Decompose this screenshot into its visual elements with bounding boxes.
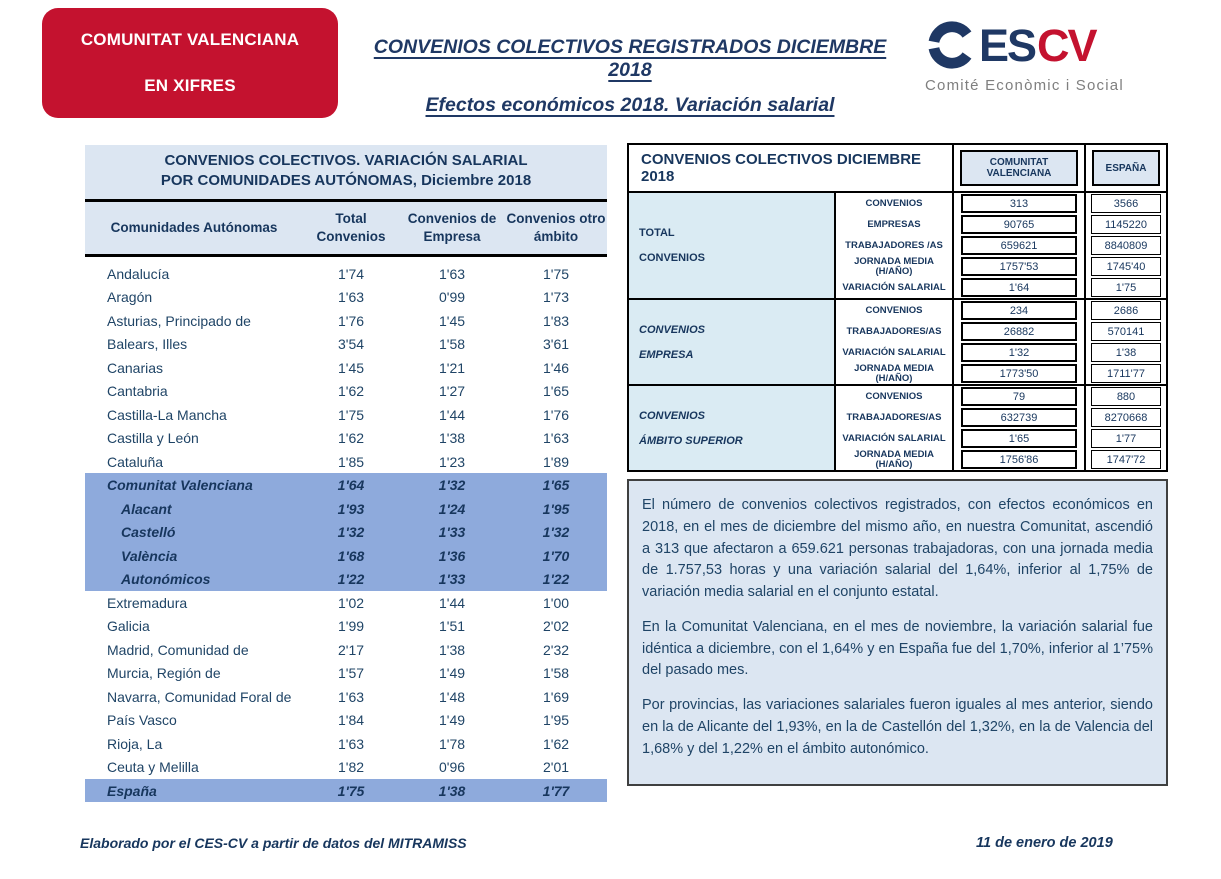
convenios-empresa-value: 1'21 <box>438 359 466 376</box>
total-convenios-value: 1'75 <box>337 406 365 423</box>
summary-paragraph-2: En la Comunitat Valenciana, en el mes de noviembre, la variación salarial fue idéntica a diciembre, con el 1,64% y en España fue del 1,70%, inferior al 1’75% del pasado mes. <box>642 618 1153 679</box>
convenios-empresa-value: 0'99 <box>438 289 466 306</box>
region-name: Rioja, La <box>107 735 163 752</box>
comunitat-valenciana-cell <box>954 235 1086 256</box>
section-label <box>629 386 836 470</box>
region-name: España <box>107 782 157 799</box>
table-row <box>836 235 1166 256</box>
region-name: Cantabria <box>107 383 168 400</box>
convenios-otro-ambito-value: 1'65 <box>542 477 570 494</box>
convenios-otro-ambito-value: 1'32 <box>542 524 570 541</box>
table-row <box>836 363 1166 384</box>
comunitat-valenciana-value: 659621 <box>961 236 1077 255</box>
badge-line1: COMUNITAT VALENCIANA <box>80 30 300 49</box>
convenios-empresa-value: 1'38 <box>438 430 466 447</box>
table-row <box>85 520 607 544</box>
comunitat-valenciana-value: 313 <box>961 194 1077 213</box>
total-convenios-value: 1'93 <box>337 500 365 517</box>
section-rows <box>836 300 1166 384</box>
table-row <box>85 591 607 615</box>
convenios-empresa-value: 1'49 <box>438 665 466 682</box>
metric-label: CONVENIOS <box>836 300 954 321</box>
table-row <box>85 544 607 568</box>
total-convenios-value: 1'84 <box>337 712 365 729</box>
region-name: Asturias, Principado de <box>107 312 251 329</box>
table-row <box>85 614 607 638</box>
region-name: Balears, Illes <box>107 336 188 353</box>
convenios-otro-ambito-value: 1'77 <box>542 782 570 799</box>
left-table-title <box>85 145 607 202</box>
metric-label: EMPRESAS <box>836 214 954 235</box>
metric-label: CONVENIOS <box>836 386 954 407</box>
region-name: Madrid, Comunidad de <box>107 641 249 658</box>
espana-cell <box>1086 214 1166 235</box>
comunitat-valenciana-cell <box>954 428 1086 449</box>
convenios-otro-ambito-value: 1'95 <box>542 712 570 729</box>
espana-value: 8840809 <box>1091 236 1161 255</box>
right-table-body <box>629 193 1166 470</box>
convenios-empresa-value: 1'36 <box>438 547 466 564</box>
region-name: País Vasco <box>107 712 177 729</box>
convenios-empresa-value: 1'23 <box>438 453 466 470</box>
convenios-otro-ambito-value: 1'75 <box>542 265 570 282</box>
cescv-c-icon <box>925 18 979 72</box>
convenios-diciembre-table <box>627 143 1168 472</box>
comunitat-valenciana-cell <box>954 407 1086 428</box>
espana-cell <box>1086 256 1166 277</box>
table-row <box>836 386 1166 407</box>
comunitat-valenciana-cell <box>954 449 1086 470</box>
total-convenios-value: 1'63 <box>337 688 365 705</box>
region-name: Cataluña <box>107 453 164 470</box>
table-row <box>85 262 607 286</box>
comunitat-valenciana-value: 1757'53 <box>961 257 1077 276</box>
region-name: Alacant <box>121 500 172 517</box>
comunitat-valenciana-cell <box>954 321 1086 342</box>
total-convenios-value: 1'82 <box>337 759 365 776</box>
left-table-body <box>85 262 607 803</box>
total-convenios-value: 1'99 <box>337 618 365 635</box>
table-row <box>85 450 607 474</box>
comunitat-valenciana-badge <box>42 8 338 118</box>
column-header-total: Total Convenios <box>316 210 386 244</box>
espana-cell <box>1086 363 1166 384</box>
espana-cell <box>1086 321 1166 342</box>
total-convenios-value: 2'17 <box>337 641 365 658</box>
region-name: València <box>121 547 178 564</box>
table-row <box>85 755 607 779</box>
table-section <box>629 386 1166 470</box>
comunitat-valenciana-value: 1'32 <box>961 343 1077 362</box>
total-convenios-value: 1'85 <box>337 453 365 470</box>
espana-value: 1747'72 <box>1091 450 1161 469</box>
cescv-logo-wordmark <box>925 16 1175 74</box>
convenios-empresa-value: 0'96 <box>438 759 466 776</box>
metric-label: TRABAJADORES/AS <box>836 321 954 342</box>
table-row <box>85 473 607 497</box>
section-rows <box>836 386 1166 470</box>
table-row <box>836 214 1166 235</box>
total-convenios-value: 1'63 <box>337 735 365 752</box>
region-name: Aragón <box>107 289 153 306</box>
comunitat-valenciana-cell <box>954 386 1086 407</box>
section-label-line2: EMPRESA <box>639 348 694 361</box>
metric-label: VARIACIÓN SALARIAL <box>836 342 954 363</box>
region-name: Murcia, Región de <box>107 665 221 682</box>
region-name: Andalucía <box>107 265 170 282</box>
total-convenios-value: 1'64 <box>337 477 365 494</box>
espana-value: 1711'77 <box>1091 364 1161 383</box>
right-table-header-row <box>629 145 1166 193</box>
table-row <box>85 685 607 709</box>
total-convenios-value: 1'62 <box>337 383 365 400</box>
espana-value: 3566 <box>1091 194 1161 213</box>
table-row <box>836 342 1166 363</box>
convenios-empresa-value: 1'48 <box>438 688 466 705</box>
table-row <box>85 732 607 756</box>
metric-label: JORNADA MEDIA (H/AÑO) <box>836 363 954 384</box>
comunitat-valenciana-value: 1'64 <box>961 278 1077 297</box>
table-section <box>629 300 1166 386</box>
espana-value: 1'75 <box>1091 278 1161 297</box>
espana-cell <box>1086 407 1166 428</box>
espana-value: 1745'40 <box>1091 257 1161 276</box>
region-name: Navarra, Comunidad Foral de <box>107 688 292 705</box>
total-convenios-value: 3'54 <box>337 336 365 353</box>
table-row <box>836 428 1166 449</box>
convenios-empresa-value: 1'38 <box>438 782 466 799</box>
total-convenios-value: 1'57 <box>337 665 365 682</box>
table-row <box>85 379 607 403</box>
metric-label: TRABAJADORES /AS <box>836 235 954 256</box>
convenios-otro-ambito-value: 1'65 <box>542 383 570 400</box>
table-row <box>85 779 607 803</box>
summary-text-box <box>627 479 1168 786</box>
espana-cell <box>1086 277 1166 298</box>
espana-value: 8270668 <box>1091 408 1161 427</box>
convenios-empresa-value: 1'63 <box>438 265 466 282</box>
total-convenios-value: 1'63 <box>337 289 365 306</box>
table-row <box>85 708 607 732</box>
convenios-empresa-value: 1'33 <box>438 524 466 541</box>
cescv-logo <box>925 16 1175 94</box>
convenios-otro-ambito-value: 1'95 <box>542 500 570 517</box>
espana-value: 1'77 <box>1091 429 1161 448</box>
comunitat-valenciana-cell <box>954 363 1086 384</box>
table-row <box>836 256 1166 277</box>
region-name: Castilla-La Mancha <box>107 406 227 423</box>
summary-paragraph-1: El número de convenios colectivos registrados, con efectos económicos en 2018, en el mes de diciembre del mismo año, en nuestra Comunitat, ascendió a 313 que afectaron a 659.621 personas trabajadoras, con una jornada media de 1.757,53 horas y una variación salarial del 1,64%, inferior al 1,75% de variación media salarial en el conjunto estatal. <box>642 497 1153 600</box>
comunitat-valenciana-value: 1'65 <box>961 429 1077 448</box>
section-label <box>629 193 836 298</box>
region-name: Ceuta y Melilla <box>107 759 199 776</box>
total-convenios-value: 1'75 <box>337 782 365 799</box>
document-date: 11 de enero de 2019 <box>976 835 1113 851</box>
convenios-otro-ambito-value: 1'83 <box>542 312 570 329</box>
convenios-empresa-value: 1'51 <box>438 618 466 635</box>
right-table-title: CONVENIOS COLECTIVOS DICIEMBRE 2018 <box>629 145 954 191</box>
espana-cell <box>1086 235 1166 256</box>
total-convenios-value: 1'68 <box>337 547 365 564</box>
region-name: Galicia <box>107 618 150 635</box>
column-header-comunitat-valenciana: COMUNITAT VALENCIANA <box>954 145 1086 191</box>
table-row <box>85 285 607 309</box>
logo-text-es: ES <box>979 19 1036 71</box>
metric-label: VARIACIÓN SALARIAL <box>836 277 954 298</box>
table-row <box>836 300 1166 321</box>
region-name: Comunitat Valenciana <box>107 477 253 494</box>
title-line1: CONVENIOS COLECTIVOS REGISTRADOS DICIEMBRE 2018 <box>373 36 887 81</box>
comunitat-valenciana-cell <box>954 277 1086 298</box>
title-line2: Efectos económicos 2018. Variación salarial <box>425 94 835 116</box>
comunitat-valenciana-cell <box>954 342 1086 363</box>
left-table-title-line1: CONVENIOS COLECTIVOS. VARIACIÓN SALARIAL <box>164 152 528 169</box>
comunitat-valenciana-value: 632739 <box>961 408 1077 427</box>
comunitat-valenciana-value: 1756'86 <box>961 450 1077 469</box>
total-convenios-value: 1'02 <box>337 594 365 611</box>
total-convenios-value: 1'62 <box>337 430 365 447</box>
column-header-otro-ambito: Convenios otro ámbito <box>506 210 606 244</box>
logo-tagline: Comité Econòmic i Social <box>925 77 1124 94</box>
source-note: Elaborado por el CES-CV a partir de datos del MITRAMISS <box>80 835 467 851</box>
total-convenios-value: 1'45 <box>337 359 365 376</box>
metric-label: VARIACIÓN SALARIAL <box>836 428 954 449</box>
column-header-empresa: Convenios de Empresa <box>407 210 497 244</box>
table-row <box>836 277 1166 298</box>
espana-cell <box>1086 193 1166 214</box>
convenios-otro-ambito-value: 1'73 <box>542 289 570 306</box>
table-row <box>85 638 607 662</box>
convenios-empresa-value: 1'45 <box>438 312 466 329</box>
table-row <box>836 407 1166 428</box>
comunitat-valenciana-cell <box>954 300 1086 321</box>
left-table-title-line2: POR COMUNIDADES AUTÓNOMAS, Diciembre 2018 <box>160 172 532 190</box>
region-name: Canarias <box>107 359 164 376</box>
comunitat-valenciana-value: 234 <box>961 301 1077 320</box>
espana-cell <box>1086 386 1166 407</box>
comunitat-valenciana-cell <box>954 256 1086 277</box>
table-row <box>836 193 1166 214</box>
convenios-otro-ambito-value: 1'46 <box>542 359 570 376</box>
table-row <box>85 356 607 380</box>
column-header-comunidades: Comunidades Autónomas <box>110 219 278 235</box>
convenios-empresa-value: 1'38 <box>438 641 466 658</box>
espana-cell <box>1086 300 1166 321</box>
espana-value: 1'38 <box>1091 343 1161 362</box>
section-label-line2: CONVENIOS <box>639 252 706 264</box>
comunitat-valenciana-value: 1773'50 <box>961 364 1077 383</box>
table-row <box>85 309 607 333</box>
convenios-empresa-value: 1'49 <box>438 712 466 729</box>
region-name: Castelló <box>121 524 176 541</box>
comunitat-valenciana-cell <box>954 193 1086 214</box>
convenios-otro-ambito-value: 1'58 <box>542 665 570 682</box>
badge-line2: EN XIFRES <box>144 76 236 95</box>
convenios-empresa-value: 1'44 <box>438 406 466 423</box>
section-label <box>629 300 836 384</box>
table-row <box>85 403 607 427</box>
espana-value: 570141 <box>1091 322 1161 341</box>
convenios-otro-ambito-value: 1'69 <box>542 688 570 705</box>
section-label-line1: CONVENIOS <box>639 409 706 422</box>
convenios-empresa-value: 1'78 <box>438 735 466 752</box>
metric-label: TRABAJADORES/AS <box>836 407 954 428</box>
summary-paragraph-3: Por provincias, las variaciones salariales fueron iguales al mes anterior, siendo en la de Alicante del 1,93%, en la de Castellón del 1,32%, en la de Valencia del 1,68% y del 1,22% en el ámbito autonómico. <box>642 697 1153 757</box>
total-convenios-value: 1'32 <box>337 524 365 541</box>
comunitat-valenciana-cell <box>954 214 1086 235</box>
convenios-otro-ambito-value: 1'76 <box>542 406 570 423</box>
variacion-salarial-table <box>85 145 607 802</box>
convenios-otro-ambito-value: 1'00 <box>542 594 570 611</box>
table-row <box>85 497 607 521</box>
convenios-empresa-value: 1'33 <box>438 571 466 588</box>
convenios-empresa-value: 1'58 <box>438 336 466 353</box>
convenios-otro-ambito-value: 1'22 <box>542 571 570 588</box>
convenios-otro-ambito-value: 2'02 <box>542 618 570 635</box>
convenios-empresa-value: 1'24 <box>438 500 466 517</box>
table-row <box>85 661 607 685</box>
comunitat-valenciana-value: 79 <box>961 387 1077 406</box>
espana-cell <box>1086 342 1166 363</box>
table-section <box>629 193 1166 300</box>
section-label-line1: CONVENIOS <box>639 323 706 336</box>
convenios-empresa-value: 1'44 <box>438 594 466 611</box>
convenios-otro-ambito-value: 2'32 <box>542 641 570 658</box>
total-convenios-value: 1'76 <box>337 312 365 329</box>
convenios-otro-ambito-value: 1'89 <box>542 453 570 470</box>
convenios-otro-ambito-value: 1'62 <box>542 735 570 752</box>
metric-label: CONVENIOS <box>836 193 954 214</box>
table-row <box>85 426 607 450</box>
metric-label: JORNADA MEDIA (H/AÑO) <box>836 256 954 277</box>
convenios-otro-ambito-value: 3'61 <box>542 336 570 353</box>
espana-value: 1145220 <box>1091 215 1161 234</box>
total-convenios-value: 1'22 <box>337 571 365 588</box>
espana-value: 880 <box>1091 387 1161 406</box>
column-header-espana: ESPAÑA <box>1086 145 1166 191</box>
convenios-empresa-value: 1'32 <box>438 477 466 494</box>
table-row <box>85 332 607 356</box>
region-name: Extremadura <box>107 594 188 611</box>
region-name: Autonómicos <box>121 571 211 588</box>
table-row <box>836 321 1166 342</box>
table-row <box>836 449 1166 470</box>
total-convenios-value: 1'74 <box>337 265 365 282</box>
section-label-line1: TOTAL <box>639 227 675 239</box>
region-name: Castilla y León <box>107 430 199 447</box>
metric-label: JORNADA MEDIA (H/AÑO) <box>836 449 954 470</box>
espana-value: 2686 <box>1091 301 1161 320</box>
espana-cell <box>1086 449 1166 470</box>
table-row <box>85 567 607 591</box>
convenios-otro-ambito-value: 1'63 <box>542 430 570 447</box>
document-title <box>350 36 910 117</box>
section-label-line2: ÁMBITO SUPERIOR <box>639 434 743 447</box>
convenios-otro-ambito-value: 2'01 <box>542 759 570 776</box>
convenios-otro-ambito-value: 1'70 <box>542 547 570 564</box>
convenios-empresa-value: 1'27 <box>438 383 466 400</box>
espana-cell <box>1086 428 1166 449</box>
logo-text-cv: CV <box>1037 19 1096 71</box>
comunitat-valenciana-value: 26882 <box>961 322 1077 341</box>
left-table-header-row <box>85 202 607 257</box>
comunitat-valenciana-value: 90765 <box>961 215 1077 234</box>
section-rows <box>836 193 1166 298</box>
